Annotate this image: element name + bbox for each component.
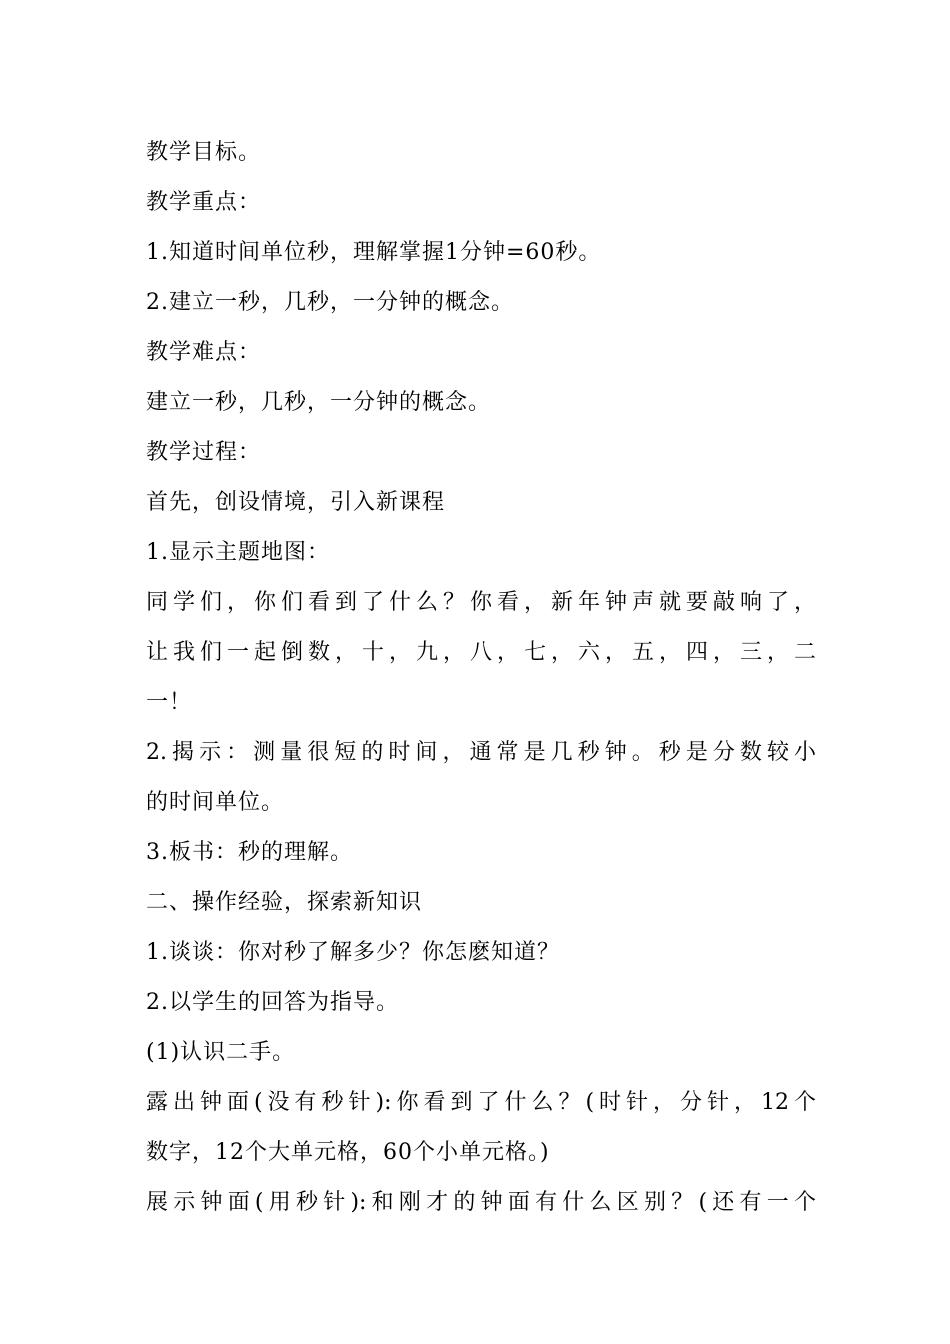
text-line: 展示钟面(用秒针):和刚才的钟面有什么区别？(还有一个 (146, 1190, 816, 1215)
text-line: 的时间单位。 (146, 790, 285, 815)
text-line: 露出钟面(没有秒针):你看到了什么？(时针，分针，12个 (146, 1090, 816, 1115)
text-line: (1)认识二手。 (146, 1040, 296, 1065)
text-line: 一！ (146, 690, 193, 715)
text-line: 3.板书：秒的理解。 (146, 840, 353, 865)
text-line: 2.揭示：测量很短的时间，通常是几秒钟。秒是分数较小 (146, 740, 816, 765)
text-line: 教学过程： (146, 440, 262, 465)
text-line: 教学目标。 (146, 140, 262, 165)
text-line: 让我们一起倒数，十，九，八，七，六，五，四，三，二 (146, 640, 816, 665)
text-line: 2.以学生的回答为指导。 (146, 990, 399, 1015)
text-line: 1.谈谈：你对秒了解多少？你怎麽知道？ (146, 940, 560, 965)
text-line: 数字，12个大单元格，60个小单元格。) (146, 1140, 550, 1165)
document-body (146, 128, 816, 1228)
text-line: 建立一秒，几秒，一分钟的概念。 (146, 390, 492, 415)
text-line: 二、操作经验，探索新知识 (146, 890, 423, 915)
text-line: 1.知道时间单位秒，理解掌握1分钟=60秒。 (146, 240, 602, 265)
text-line: 1.显示主题地图： (146, 540, 330, 565)
text-line: 教学难点： (146, 340, 262, 365)
text-line: 同学们，你们看到了什么？你看，新年钟声就要敲响了， (146, 590, 816, 615)
text-line: 2.建立一秒，几秒，一分钟的概念。 (146, 290, 514, 315)
text-line: 首先，创设情境，引入新课程 (146, 490, 446, 515)
text-line: 教学重点： (146, 190, 262, 215)
